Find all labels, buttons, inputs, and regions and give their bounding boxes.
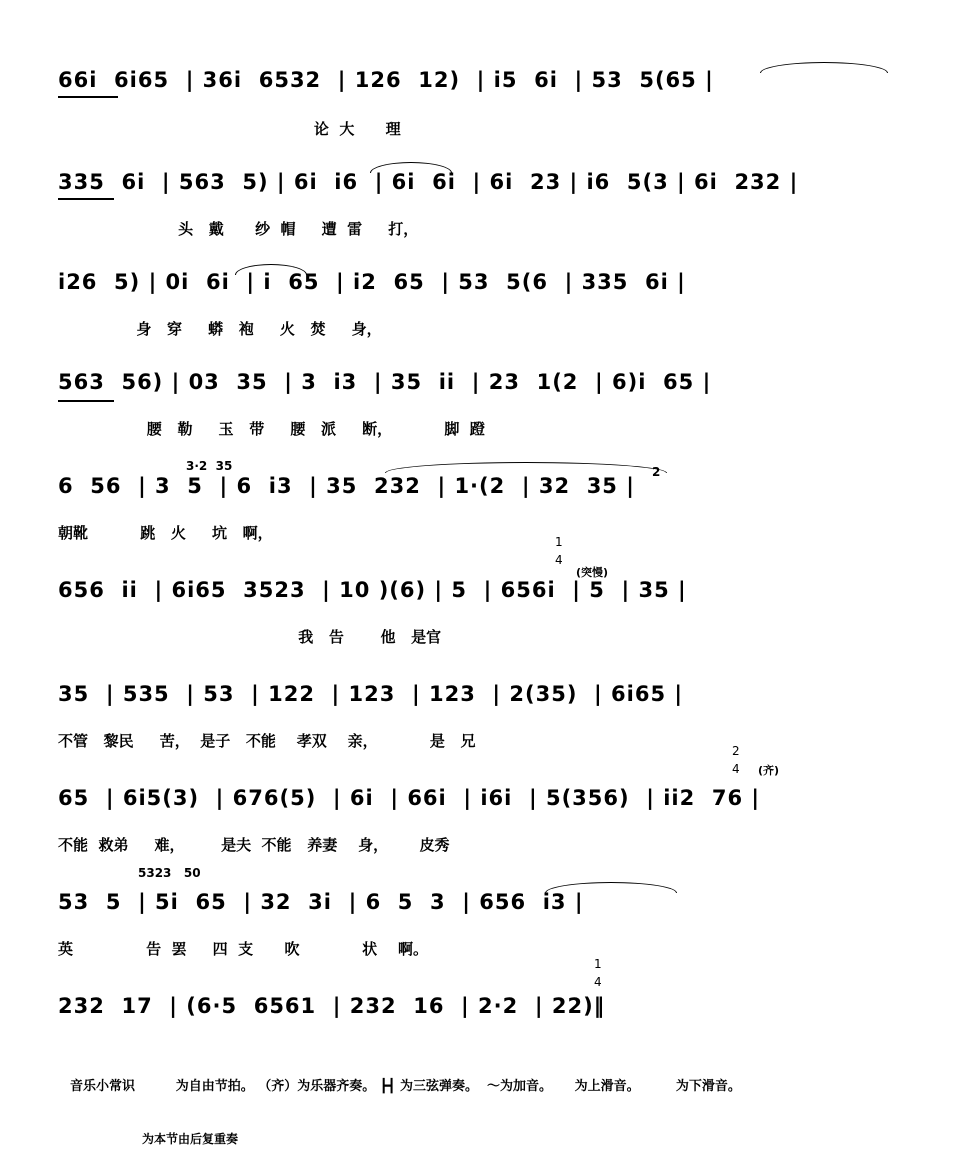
- slur: [370, 162, 452, 173]
- lyrics-line: 我 告 他 是官: [58, 628, 442, 646]
- grace-notes-mark: 5323 50: [138, 866, 201, 880]
- notes-line: 66i 6i65 | 36i 6532 | 126 12) | i5 6i | 53 5(65 |: [58, 68, 714, 92]
- meter-numerator: 1: [555, 535, 563, 549]
- legend-line: 音乐小常识 为自由节拍。 （齐）为乐器齐奏。 ┣┫ 为三弦弹奏。 ～为加音。 为上滑音。 为下滑音。: [70, 1079, 741, 1094]
- notes-line: i26 5) | 0i 6i | i 65 | i2 65 | 53 5(6 | 335 6i |: [58, 270, 686, 294]
- lyrics-line: 不能 救弟 难， 是夫 不能 养妻 身， 皮秀: [58, 836, 450, 854]
- meter-denominator: 4: [555, 553, 563, 567]
- meter-numerator: 2: [732, 744, 740, 758]
- lyrics-line: 腰 勒 玉 带 腰 派 断， 脚 蹬: [58, 420, 485, 438]
- unison-mark: (齐): [758, 764, 780, 777]
- lyrics-line: 不管 黎民 苦， 是子 不能 孝双 亲， 是 兄: [58, 732, 476, 750]
- meter-denominator: 4: [732, 762, 740, 776]
- beam-underline: [58, 400, 114, 402]
- lyrics-line: 英 告 罢 四 支 吹 状 啊。: [58, 940, 428, 958]
- lyrics-line: 朝靴 跳 火 坑 啊，: [58, 524, 273, 542]
- lyrics-line: 头 戴 纱 帽 遭 雷 打，: [58, 220, 419, 238]
- beam-underline: [58, 96, 118, 98]
- grace-notes-mark: 3·2 35: [186, 459, 233, 473]
- lyrics-line: 身 穿 蟒 袍 火 焚 身，: [58, 320, 382, 338]
- notes-line: 232 17 | (6·5 6561 | 232 16 | 2·2 | 22)‖: [58, 994, 606, 1018]
- slur: [760, 62, 888, 73]
- grace-mark-2: 2: [652, 465, 661, 479]
- notes-line: 35 | 535 | 53 | 122 | 123 | 123 | 2(35) | 6i65 |: [58, 682, 684, 706]
- notes-line: 65 | 6i5(3) | 676(5) | 6i | 66i | i6i | 5(356) | ii2 76 |: [58, 786, 761, 810]
- notes-line: 656 ii | 6i65 3523 | 10 )(6) | 5 | 656i | 5 | 35 |: [58, 578, 687, 602]
- notes-line: 6 56 | 3 5 | 6 i3 | 35 232 | 1·(2 | 32 35 |: [58, 474, 635, 498]
- meter-numerator: 1: [594, 957, 602, 971]
- notes-line: 563 56) | 03 35 | 3 i3 | 35 ii | 23 1(2 | 6)i 65 |: [58, 370, 712, 394]
- beam-underline: [58, 198, 114, 200]
- meter-denominator: 4: [594, 975, 602, 989]
- slur: [235, 264, 307, 275]
- notes-line: 53 5 | 5i 65 | 32 3i | 6 5 3 | 656 i3 |: [58, 890, 584, 914]
- notes-line: 335 6i | 563 5) | 6i i6 | 6i 6i | 6i 23 | i6 5(3 | 6i 232 |: [58, 170, 799, 194]
- slur: [385, 462, 667, 473]
- tempo-mark: (突慢): [576, 566, 609, 579]
- legend-line: 为本节由后复重奏: [142, 1132, 239, 1146]
- slur: [545, 882, 677, 893]
- lyrics-line: 论 大 理: [58, 120, 401, 138]
